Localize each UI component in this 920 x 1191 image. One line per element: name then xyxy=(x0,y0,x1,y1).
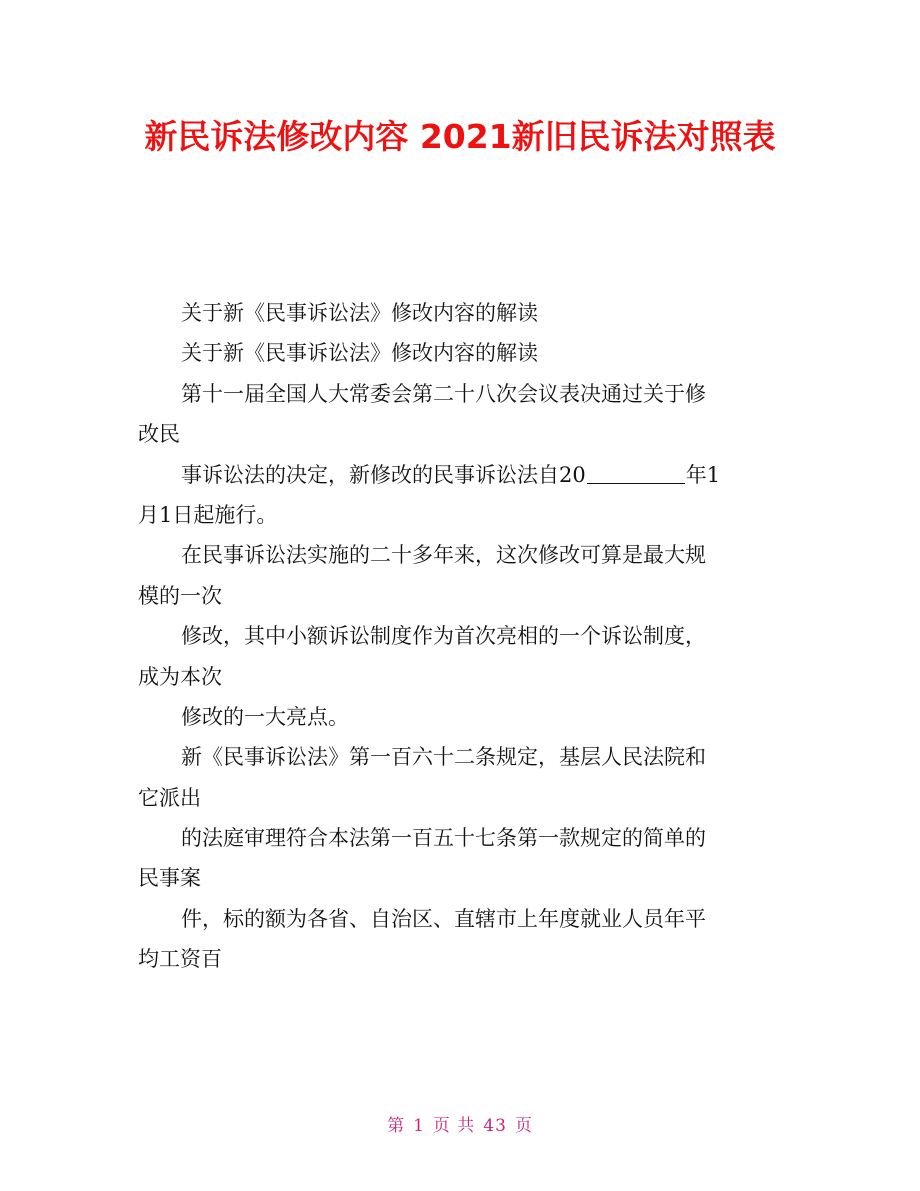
footer-middle: 页 共 xyxy=(432,1116,476,1136)
paragraph-line: 新《民事诉讼法》第一百六十二条规定，基层人民法院和 xyxy=(181,745,706,770)
paragraph-line: 关于新《民事诉讼法》修改内容的解读 xyxy=(181,341,538,366)
page-number-footer xyxy=(0,1111,920,1136)
paragraph-line: 件，标的额为各省、自治区、直辖市上年度就业人员年平 xyxy=(181,906,706,931)
paragraph-line: 成为本次 xyxy=(138,664,222,689)
paragraph-line: 第十一届全国人大常委会第二十八次会议表决通过关于修 xyxy=(181,381,706,406)
paragraph-line: 在民事诉讼法实施的二十多年来，这次修改可算是最大规 xyxy=(181,543,706,568)
paragraph-line: 关于新《民事诉讼法》修改内容的解读 xyxy=(181,301,538,325)
paragraph-line: 修改的一大亮点。 xyxy=(181,704,349,729)
paragraph-text: 事诉讼法的决定，新修改的民事诉讼法自20 xyxy=(181,462,586,487)
footer-suffix: 页 xyxy=(514,1116,533,1136)
document-title: 新民诉法修改内容 2021新旧民诉法对照表 xyxy=(144,117,776,156)
fill-in-blank xyxy=(587,463,685,484)
paragraph-line: 改民 xyxy=(138,422,180,447)
footer-prefix: 第 xyxy=(387,1116,406,1136)
current-page-number: 1 xyxy=(413,1116,425,1136)
paragraph-text: 年1 xyxy=(685,462,721,487)
paragraph-line: 模的一次 xyxy=(138,583,222,608)
paragraph-line: 月1日起施行。 xyxy=(138,502,278,527)
paragraph-line: 修改，其中小额诉讼制度作为首次亮相的一个诉讼制度， xyxy=(181,624,706,649)
total-page-count: 43 xyxy=(483,1116,507,1136)
document-body xyxy=(138,293,778,980)
paragraph-line: 民事案 xyxy=(138,866,201,891)
paragraph-line: 均工资百 xyxy=(138,947,222,972)
paragraph-line: 的法庭审理符合本法第一百五十七条第一款规定的简单的 xyxy=(181,826,706,851)
paragraph-line: 它派出 xyxy=(138,785,201,810)
paragraph-line xyxy=(138,455,778,495)
